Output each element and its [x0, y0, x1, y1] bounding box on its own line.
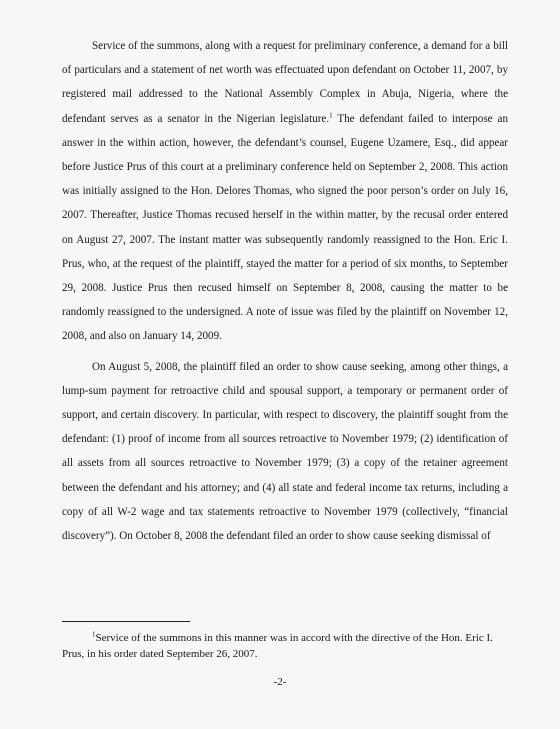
page-number: -2-	[273, 676, 287, 688]
footnote-divider	[62, 621, 190, 622]
footnote-marker: 1	[92, 630, 96, 639]
paragraph-order-to-show-cause: On August 5, 2008, the plaintiff filed an order to show cause seeking, among other things, a lump-sum payment for retroactive child and spousal support, a temporary or permanent order of support, and certain discovery. In particular, with respect to discovery, the plaintiff sought from the defendant: (1) proof of income from all sources retroactive to November 1979; (2) identification of all assets from all sources retroactive to November 1979; (3) a copy of the retainer agreement between the defendant and his attorney; and (4) all state and federal income tax returns, including a copy of all W-2 wage and tax statements retroactive to November 1979 (collectively, “financial discovery”). On October 8, 2008 the defendant filed an order to show cause seeking dismissal of	[62, 360, 508, 543]
footnote	[62, 630, 508, 662]
footnote-reference: 1	[329, 110, 333, 119]
paragraph-text: The defendant failed to interpose an answer in the within action, however, the defendant’s counsel, Eugene Uzamere, Esq., did appear before Justice Prus of this court at a preliminary conference held on September 2, 2008. This action was initially assigned to the Hon. Delores Thomas, who signed the poor person’s order on July 16, 2007. Thereafter, Justice Thomas recused herself in the within matter, by the recusal order entered on August 27, 2007. The instant matter was subsequently randomly reassigned to the Hon. Eric I. Prus, who, at the request of the plaintiff, stayed the matter for a period of six months, to September 29, 2008. Justice Prus then recused himself on September 8, 2008, causing the matter to be randomly reassigned to the undersigned. A note of issue was filed by the plaintiff on November 12, 2008, and also on January 14, 2009.	[62, 112, 508, 343]
footnote-text: Service of the summons in this manner was in accord with the directive of the Hon. Eric I. Prus, in his order dated September 26, 2007.	[62, 632, 493, 660]
paragraph-text: Service of the summons, along with a request for preliminary conference, a demand for a bill of particulars and a statement of net worth was effectuated upon defendant on October 11, 2007, by registered mail addressed to the National Assembly Complex in Abuja, Nigeria, where the defendant serves as a senator in the Nigerian legislature.	[62, 40, 508, 125]
paragraph-service-of-summons	[62, 34, 508, 349]
document-body	[62, 34, 508, 548]
